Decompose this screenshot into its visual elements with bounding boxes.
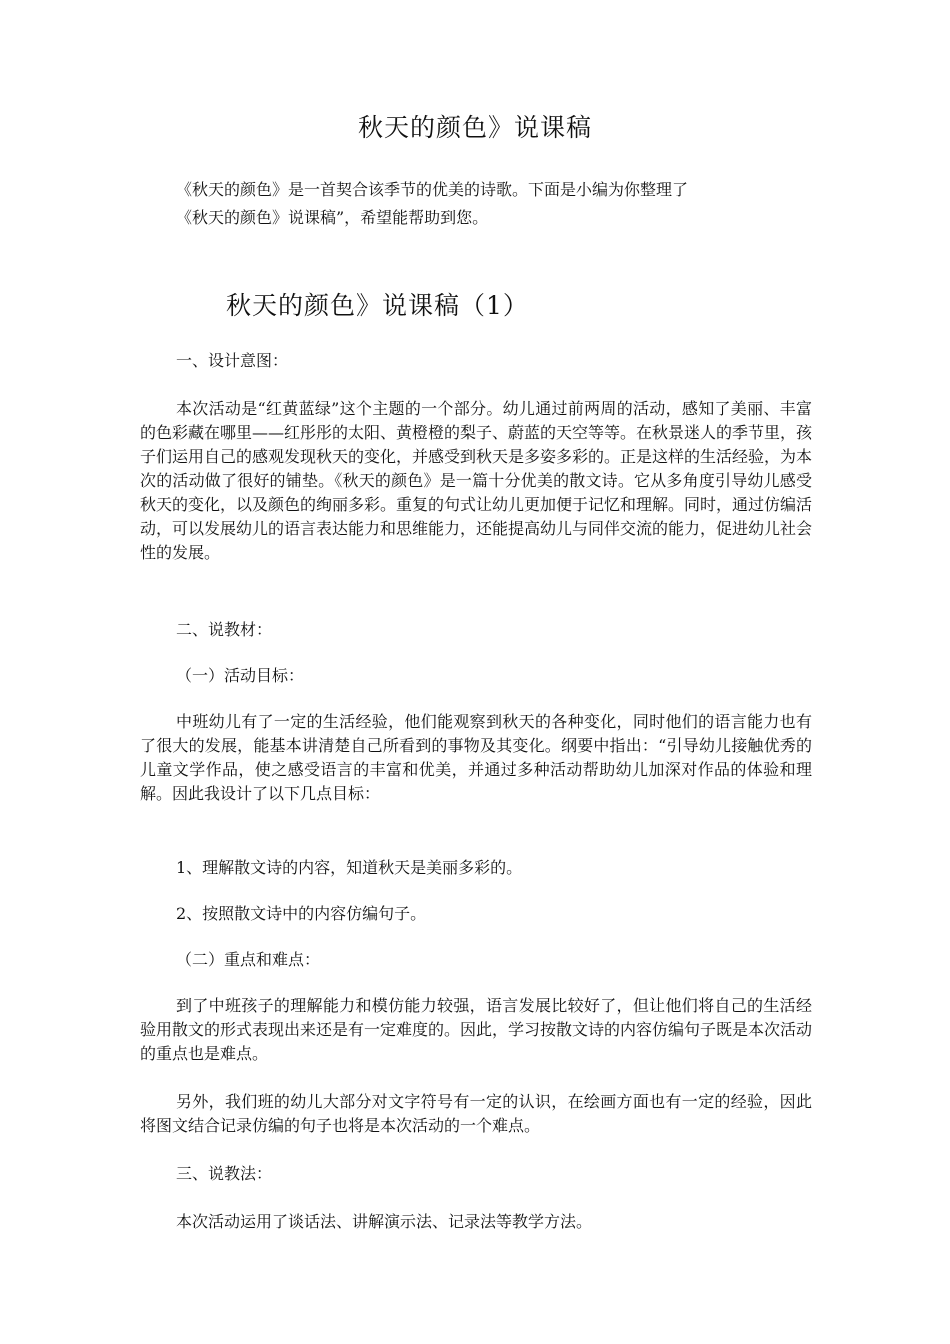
subheading-key-difficult-points: （二）重点和难点： [176, 950, 321, 969]
intro-line: 《秋天的颜色》是一首契合该季节的优美的诗歌。下面是小编为你整理了 [176, 180, 689, 199]
paragraph-teaching-methods: 本次活动运用了谈话法、讲解演示法、记录法等教学方法。 [176, 1212, 593, 1231]
paragraph-goals-intro: 中班幼儿有了一定的生活经验，他们能观察到秋天的各种变化，同时他们的语言能力也有了很大的发展，能基本讲清楚自己所看到的事物及其变化。纲要中指出：“引导幼儿接触优秀的儿童文学作品，使之感受语言的丰富和优美，并通过多种活动帮助幼儿加深对作品的体验和理解。因此我设计了以下几点目标： [140, 712, 812, 803]
subheading-activity-goals: （一）活动目标： [176, 666, 305, 685]
intro-paragraph [140, 176, 820, 232]
paragraph-key-points: 到了中班孩子的理解能力和模仿能力较强，语言发展比较好了，但让他们将自己的生活经验用散文的形式表现出来还是有一定难度的。因此，学习按散文诗的内容仿编句子既是本次活动的重点也是难点。 [140, 996, 813, 1063]
goal-item: 1、理解散文诗的内容，知道秋天是美丽多彩的。 [176, 858, 523, 877]
paragraph-design-intent: 本次活动是“红黄蓝绿”这个主题的一个部分。幼儿通过前两周的活动，感知了美丽、丰富的色彩藏在哪里——红彤彤的太阳、黄橙橙的梨子、蔚蓝的天空等等。在秋景迷人的季节里，孩子们运用自己的感观发现秋天的变化，并感受到秋天是多姿多彩的。正是这样的生活经验，为本次的活动做了很好的铺垫。《秋天的颜色》是一篇十分优美的散文诗。它从多角度引导幼儿感受秋天的变化，以及颜色的绚丽多彩。重复的句式让幼儿更加便于记忆和理解。同时，通过仿编活动，可以发展幼儿的语言表达能力和思维能力，还能提高幼儿与同伴交流的能力，促进幼儿社会性的发展。 [140, 399, 813, 562]
document-title: 秋天的颜色》说课稿 [357, 113, 592, 142]
goal-item: 2、按照散文诗中的内容仿编句子。 [176, 904, 427, 923]
paragraph-difficulties: 另外，我们班的幼儿大部分对文字符号有一定的认识，在绘画方面也有一定的经验，因此将图文结合记录仿编的句子也将是本次活动的一个难点。 [140, 1092, 812, 1135]
heading-design-intent: 一、设计意图： [176, 351, 289, 370]
heading-teaching-material: 二、说教材： [176, 620, 273, 639]
section-title: 秋天的颜色》说课稿（1） [226, 291, 529, 320]
intro-line: 《秋天的颜色》说课稿”，希望能帮助到您。 [176, 208, 489, 227]
heading-teaching-methods: 三、说教法： [176, 1164, 273, 1183]
